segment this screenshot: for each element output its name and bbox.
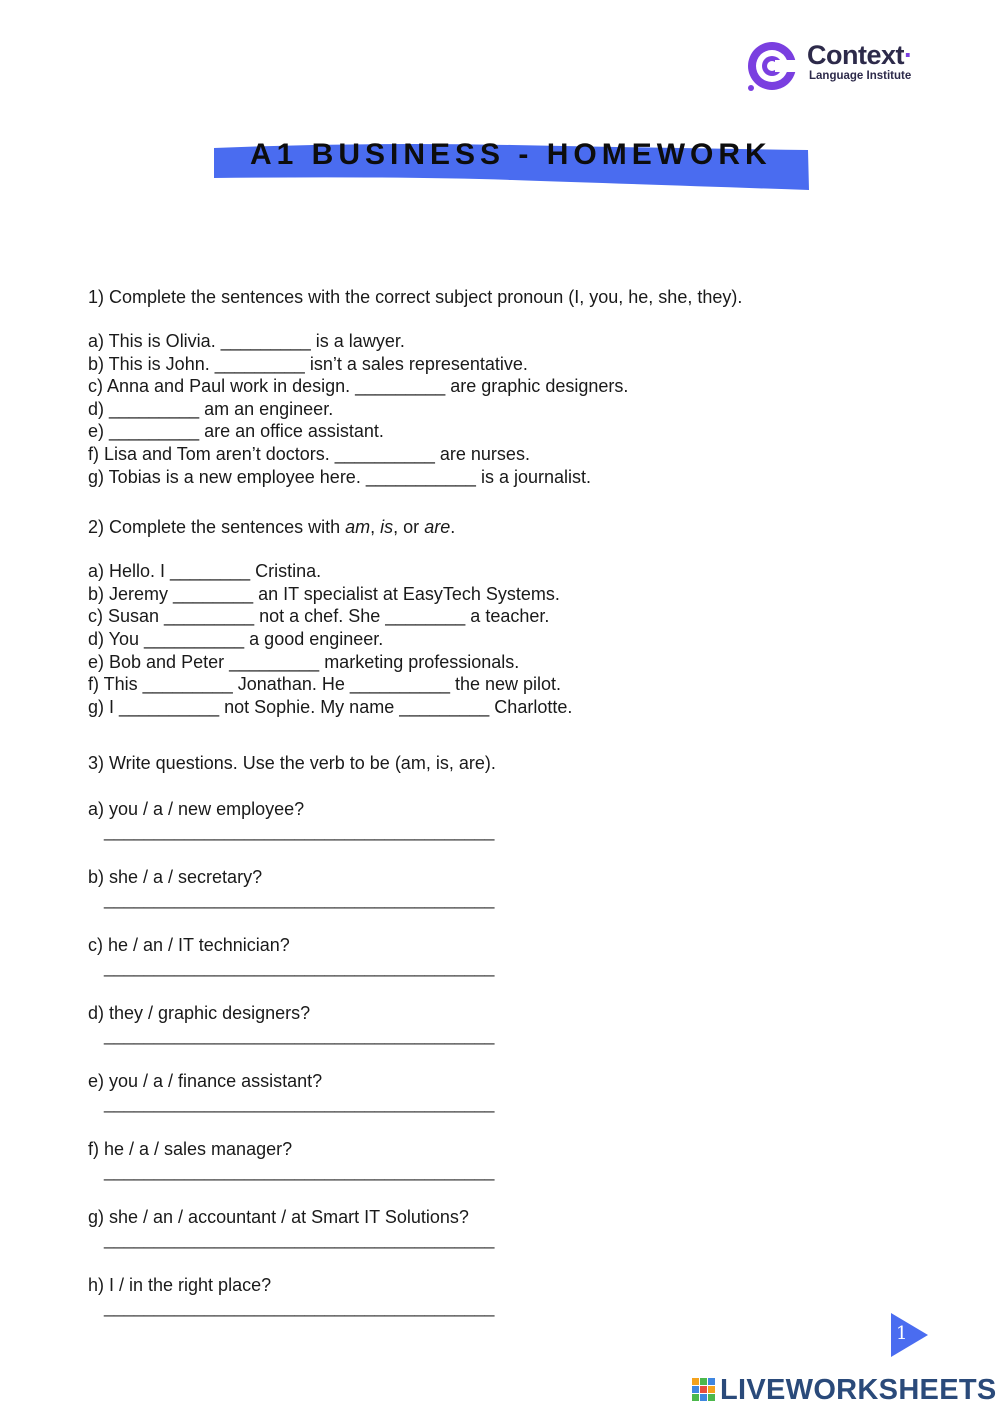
exercise-1-item: c) Anna and Paul work in design. _________ are graphic designers. [88,376,629,397]
exercise-1-item: g) Tobias is a new employee here. ___________ is a journalist. [88,466,591,487]
context-logo [745,38,945,94]
answer-line[interactable]: _______________________________________ [104,957,495,978]
answer-line[interactable]: _______________________________________ [104,821,495,842]
exercise-3-instruction: 3) Write questions. Use the verb to be (am, is, are). [88,753,496,774]
liveworksheets-brand [692,1374,997,1410]
exercise-2-item: g) I __________ not Sophie. My name _________ Charlotte. [88,696,573,717]
answer-line[interactable]: _______________________________________ [104,1297,495,1318]
exercise-3-prompt: d) they / graphic designers? [88,1003,311,1024]
logo-name: Context· [807,40,913,70]
exercise-3-list [88,798,948,1318]
logo-tagline: Language Institute [809,70,912,82]
exercise-2-item: b) Jeremy ________ an IT specialist at EasyTech Systems. [88,583,560,604]
exercise-2-list [88,560,948,718]
exercise-3-prompt: c) he / an / IT technician? [88,935,290,956]
exercise-2-item: c) Susan _________ not a chef. She ________ a teacher. [88,606,550,627]
exercise-2-item: e) Bob and Peter _________ marketing professionals. [88,651,520,672]
liveworksheets-wordmark: LIVEWORKSHEETS [720,1374,997,1406]
exercise-3-prompt: g) she / an / accountant / at Smart IT Solutions? [88,1207,469,1228]
exercise-3-prompt: e) you / a / finance assistant? [88,1071,323,1092]
exercise-2-instruction: 2) Complete the sentences with am, is, or are. [88,517,456,538]
exercise-3-prompt: a) you / a / new employee? [88,799,305,820]
answer-line[interactable]: _______________________________________ [104,1025,495,1046]
exercise-1-instruction: 1) Complete the sentences with the correct subject pronoun (I, you, he, she, they). [88,287,743,307]
worksheet-content [88,286,948,1318]
liveworksheets-logo-icon [692,1378,716,1402]
answer-line[interactable]: _______________________________________ [104,1093,495,1114]
page-number: 1 [896,1323,908,1344]
exercise-1-list [88,330,948,488]
exercise-1-item: e) _________ are an office assistant. [88,421,384,442]
exercise-3-prompt: b) she / a / secretary? [88,867,263,888]
exercise-2-item: f) This _________ Jonathan. He __________ the new pilot. [88,674,562,695]
exercise-3-prompt: f) he / a / sales manager? [88,1139,293,1160]
answer-line[interactable]: _______________________________________ [104,1161,495,1182]
answer-line[interactable]: _______________________________________ [104,1229,495,1250]
exercise-1-item: f) Lisa and Tom aren’t doctors. __________ are nurses. [88,443,530,464]
exercise-1-item: d) _________ am an engineer. [88,398,334,419]
page-title: A1 BUSINESS - HOMEWORK [250,138,772,171]
context-logo-icon [745,38,801,94]
answer-line[interactable]: _______________________________________ [104,889,495,910]
exercise-2-item: d) You __________ a good engineer. [88,628,384,649]
exercise-1-item: a) This is Olivia. _________ is a lawyer. [88,331,405,351]
exercise-2-item: a) Hello. I ________ Cristina. [88,561,322,582]
exercise-1-item: b) This is John. _________ isn’t a sales representative. [88,353,528,374]
exercise-3-prompt: h) I / in the right place? [88,1275,272,1296]
